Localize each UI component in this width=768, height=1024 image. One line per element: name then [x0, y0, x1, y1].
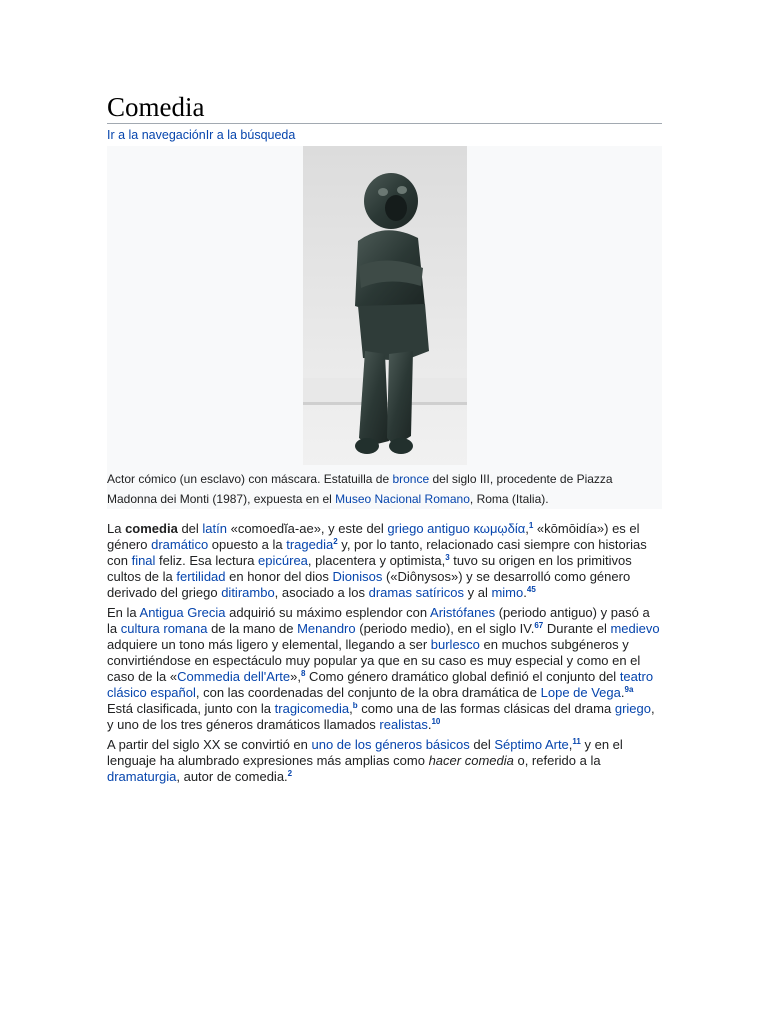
link-generos-basicos[interactable]: uno de los géneros básicos [311, 737, 470, 752]
link-dramatico[interactable]: dramático [151, 537, 209, 552]
link-commedia-dellarte[interactable]: Commedia dell'Arte [177, 669, 291, 684]
page-title: Comedia [107, 92, 662, 124]
link-ditirambo[interactable]: ditirambo [221, 585, 275, 600]
link-museo-nacional-romano[interactable]: Museo Nacional Romano [335, 492, 470, 506]
link-mimo[interactable]: mimo [491, 585, 524, 600]
infobox-figure [107, 146, 662, 509]
ref-67[interactable]: 67 [534, 621, 544, 630]
jump-to-navigation-link[interactable]: Ir a la navegación [107, 128, 206, 142]
link-latin[interactable]: latín [202, 521, 227, 536]
ref-9a[interactable]: 9a [624, 685, 634, 694]
link-tragedia[interactable]: tragedia [286, 537, 334, 552]
term-comedia: comedia [125, 521, 178, 536]
figure-caption: Actor cómico (un esclavo) con máscara. Estatuilla de bronce del siglo III, procedente de Piazza Madonna dei Monti (1987), expuesta en el Museo Nacional Romano, Roma (Italia). [107, 472, 613, 506]
link-burlesco[interactable]: burlesco [430, 637, 480, 652]
link-medievo[interactable]: medievo [610, 621, 660, 636]
link-dramaturgia[interactable]: dramaturgia [107, 769, 177, 784]
paragraph-intro: La comedia del latín «comoedĭa-ae», y este del griego antiguo κωμῳδία,$^1$ «kōmōidía») es el género dramático opuesto a la tragedia$^2$ y, por lo tanto, relacionado casi siempre con historias con final feliz. Esa lectura epicúrea, placentera y optimista,$^3$ tuvo su origen en los primitivos cultos de la fertilidad en honor del dios Dionisos («Diônysos») y se desarrolló como género derivado del griego ditirambo, asociado a los dramas satíricos y al mimo.$^{45}$ [107, 521, 647, 600]
link-greek-word[interactable]: κωμῳδία [473, 521, 526, 536]
statuette-image[interactable] [303, 146, 467, 465]
link-aristofanes[interactable]: Aristófanes [430, 605, 496, 620]
link-tragicomedia[interactable]: tragicomedia [274, 701, 350, 716]
ref-2[interactable]: 2 [333, 537, 338, 546]
ref-10[interactable]: 10 [431, 717, 441, 726]
link-teatro-clasico[interactable]: teatro clásico español [107, 669, 654, 700]
link-dramas-satiricos[interactable]: dramas satíricos [368, 585, 464, 600]
link-griego-antiguo[interactable]: griego antiguo [387, 521, 470, 536]
link-dionisos[interactable]: Dionisos [332, 569, 383, 584]
link-final[interactable]: final [131, 553, 156, 568]
link-lope-de-vega[interactable]: Lope de Vega [540, 685, 621, 700]
ref-45[interactable]: 45 [526, 585, 536, 594]
link-griego[interactable]: griego [614, 701, 651, 716]
link-fertilidad[interactable]: fertilidad [176, 569, 226, 584]
link-realistas[interactable]: realistas [379, 717, 428, 732]
link-cultura-romana[interactable]: cultura romana [120, 621, 208, 636]
article [107, 92, 662, 789]
ref-11[interactable]: 11 [572, 737, 581, 746]
jump-to-search-link[interactable]: Ir a la búsqueda [205, 128, 296, 142]
ref-1[interactable]: 1 [528, 521, 534, 530]
jump-links [107, 127, 662, 144]
expression-hacer-comedia: hacer comedia [428, 753, 514, 768]
article-body [107, 521, 662, 785]
link-epicurea[interactable]: epicúrea [258, 553, 308, 568]
link-bronce[interactable]: bronce [392, 472, 430, 486]
paragraph-history: En la Antigua Grecia adquirió su máximo esplendor con Aristófanes (periodo antiguo) y pasó a la cultura romana de la mano de Menandro (periodo medio), en el siglo IV.$^{67}$ Durante el medievo adquiere un tono más ligero y elemental, llegando a ser burlesco en muchos subgéneros y convirtiéndose en espectáculo muy popular ya que en su caso es muy especial y como en el caso de la «Commedia dell'Arte»,$^8$ Como género dramático global definió el conjunto del teatro clásico español, con las coordenadas del conjunto de la obra dramática de Lope de Vega.$^{9a}$ Está clasificada, junto con la tragicomedia,$^b$ como una de las formas clásicas del drama griego, y uno de los tres géneros dramáticos llamados realistas.$^{10}$ [107, 605, 660, 732]
link-menandro[interactable]: Menandro [297, 621, 356, 636]
ref-2b[interactable]: 2 [287, 769, 293, 778]
ref-b[interactable]: b [352, 701, 358, 710]
statuette-illustration [303, 146, 467, 465]
ref-8[interactable]: 8 [300, 669, 306, 678]
paragraph-cinema: A partir del siglo XX se convirtió en uno de los géneros básicos del Séptimo Arte,$^{11}$ y en el lenguaje ha alumbrado expresiones más amplias como hacer comedia o, referido a la dramaturgia, autor de comedia.$^2$ [107, 737, 623, 784]
link-antigua-grecia[interactable]: Antigua Grecia [139, 605, 226, 620]
ref-3[interactable]: 3 [445, 553, 450, 562]
link-septimo-arte[interactable]: Séptimo Arte [494, 737, 569, 752]
